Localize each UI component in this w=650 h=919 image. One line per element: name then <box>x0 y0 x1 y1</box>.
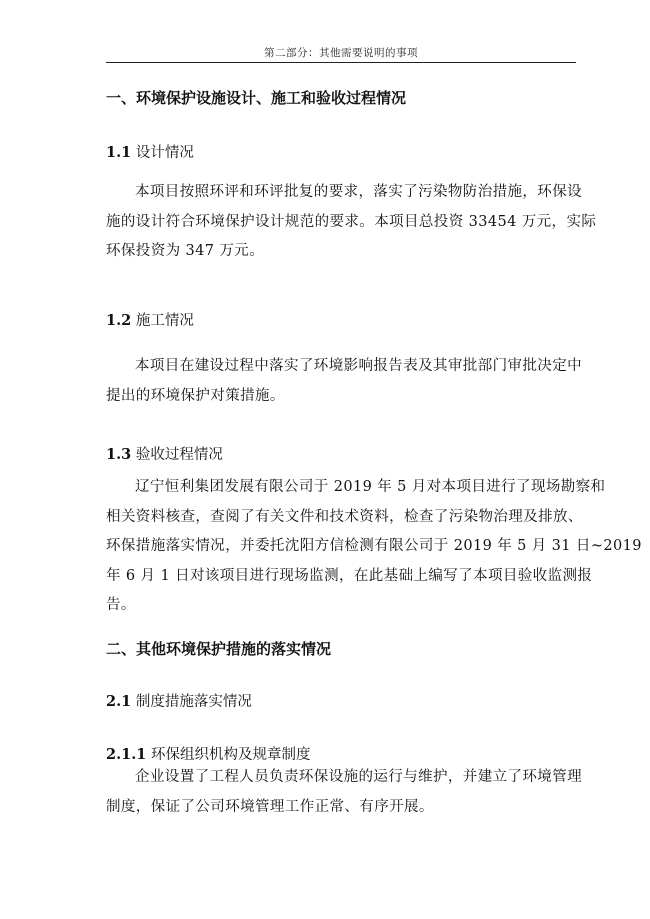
paragraph-line: 施的设计符合环境保护设计规范的要求。本项目总投资 33454 万元，实际 <box>106 213 597 230</box>
subsection-title: 制度措施落实情况 <box>135 694 252 710</box>
subsection-number: 1.2 <box>106 312 132 329</box>
subsection-2-1-1-heading <box>106 743 310 764</box>
paragraph-line: 相关资料核查，查阅了有关文件和技术资料，检查了污染物治理及排放、 <box>106 508 583 525</box>
paragraph-line: 告。 <box>106 597 136 613</box>
paragraph-line: 辽宁恒利集团发展有限公司于 2019 年 5 月对本项目进行了现场勘察和 <box>135 479 606 495</box>
subsection-number: 1.3 <box>106 446 132 463</box>
subsection-number: 2.1 <box>106 693 132 710</box>
section-2-heading: 二、其他环境保护措施的落实情况 <box>106 640 332 658</box>
paragraph-line: 本项目在建设过程中落实了环境影响报告表及其审批部门审批决定中 <box>135 358 582 374</box>
paragraph-line: 环保投资为 347 万元。 <box>106 243 265 259</box>
paragraph-organization <box>106 763 582 822</box>
subsection-1-3-heading <box>106 443 223 464</box>
subsection-title: 验收过程情况 <box>135 447 223 463</box>
paragraph-line: 本项目按照环评和环评批复的要求，落实了污染物防治措施，环保设 <box>135 184 582 200</box>
paragraph-line: 环保措施落实情况，并委托沈阳方信检测有限公司于 2019 年 5 月 31 日~2019 <box>106 538 642 554</box>
subsection-number: 1.1 <box>106 144 132 161</box>
paragraph-construction <box>106 352 582 411</box>
paragraph-line: 企业设置了工程人员负责环保设施的运行与维护，并建立了环境管理 <box>135 769 582 785</box>
subsection-title: 设计情况 <box>135 145 194 161</box>
subsection-1-2-heading <box>106 309 194 330</box>
subsection-title: 环保组织机构及规章制度 <box>150 747 311 763</box>
paragraph-line: 制度，保证了公司环境管理工作正常、有序开展。 <box>106 798 434 815</box>
subsection-title: 施工情况 <box>135 313 194 329</box>
header-rule <box>106 62 576 63</box>
running-header: 第二部分：其他需要说明的事项 <box>264 47 418 59</box>
paragraph-line: 年 6 月 1 日对该项目进行现场监测，在此基础上编写了本项目验收监测报 <box>106 567 593 584</box>
subsection-1-1-heading <box>106 141 194 162</box>
paragraph-line: 提出的环境保护对策措施。 <box>106 387 285 404</box>
subsection-2-1-heading <box>106 690 252 711</box>
subsection-number: 2.1.1 <box>106 746 147 763</box>
section-1-heading: 一、环境保护设施设计、施工和验收过程情况 <box>106 89 407 107</box>
paragraph-design <box>106 178 597 267</box>
paragraph-acceptance <box>106 473 642 621</box>
